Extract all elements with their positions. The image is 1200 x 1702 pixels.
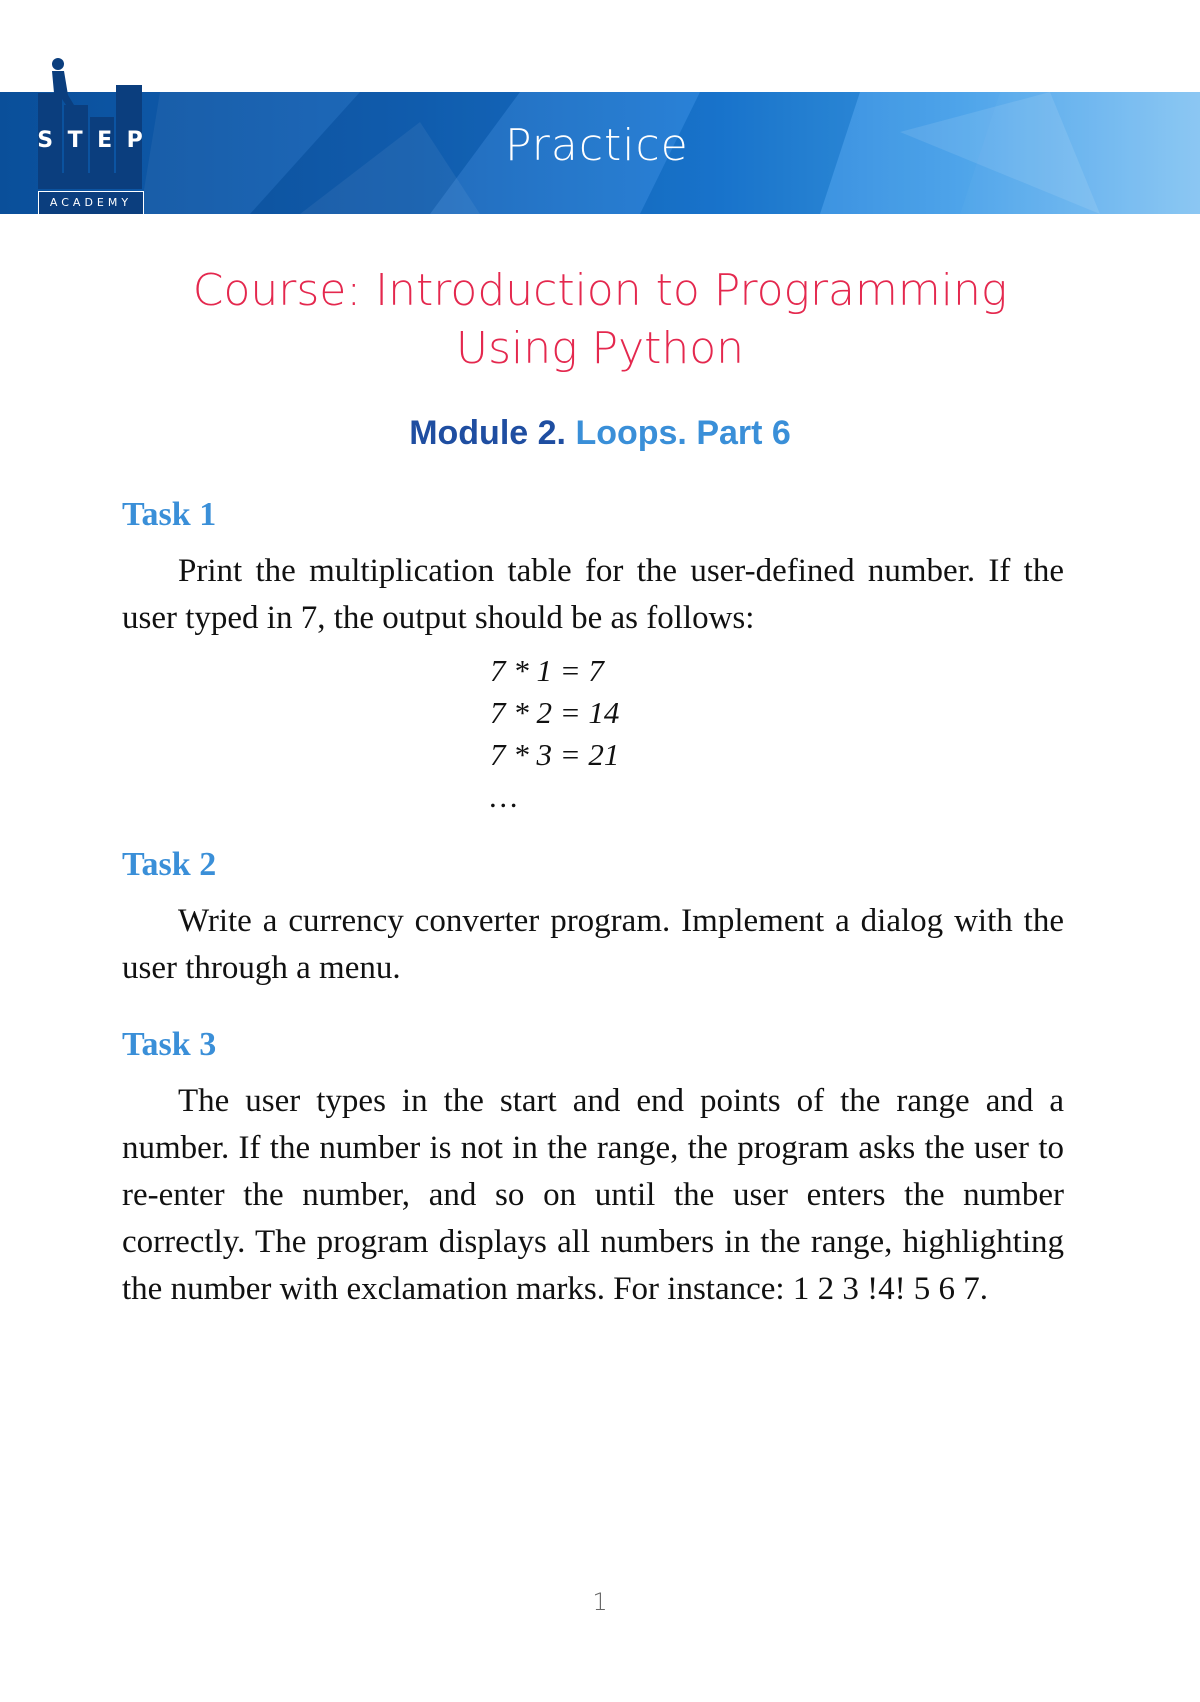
course-title	[100, 262, 1100, 378]
task-2-text	[122, 898, 1064, 992]
banner-title: Practice	[505, 120, 689, 171]
example-line: 7 * 2 = 14	[490, 695, 620, 730]
logo-letter: T	[67, 128, 83, 153]
page-number: 1	[592, 1588, 608, 1616]
example-line: …	[490, 779, 518, 814]
example-line: 7 * 1 = 7	[490, 653, 604, 688]
task-3-text	[122, 1078, 1064, 1313]
course-title-line-1: Course: Introduction to Programming	[192, 265, 1008, 316]
logo-letter: P	[126, 128, 143, 153]
task-1-heading: Task 1	[122, 496, 217, 533]
module-prefix: Module 2.	[409, 414, 566, 452]
step-academy-logo	[30, 55, 150, 215]
logo-letter: S	[37, 128, 54, 153]
task-1-body: Print the multiplication table for the user-defined number. If the user typed in 7, the output should be as follows:	[122, 553, 1064, 636]
course-title-line-2: Using Python	[455, 323, 745, 374]
task-2-heading: Task 2	[122, 846, 217, 883]
module-title	[100, 414, 1100, 453]
task-3-heading: Task 3	[122, 1026, 217, 1063]
task-1-text	[122, 548, 1064, 642]
header-banner	[0, 92, 1200, 214]
logo-letter: E	[97, 128, 113, 153]
logo-letters	[30, 128, 150, 158]
task-3-body: The user types in the start and end points of the range and a number. If the number is not in the range, the program asks the user to re-enter the number, and so on until the user enters the number correctly. The program displays all numbers in the range, highlighting the number with exclamation marks. For instance: 1 2 3 !4! 5 6 7.	[122, 1083, 1064, 1307]
module-topic: Loops. Part 6	[575, 414, 791, 452]
task-2-body: Write a currency converter program. Implement a dialog with the user through a menu.	[122, 903, 1064, 986]
example-line: 7 * 3 = 21	[490, 737, 620, 772]
logo-academy-label: ACADEMY	[38, 191, 144, 215]
task-1-example-output	[490, 650, 790, 818]
